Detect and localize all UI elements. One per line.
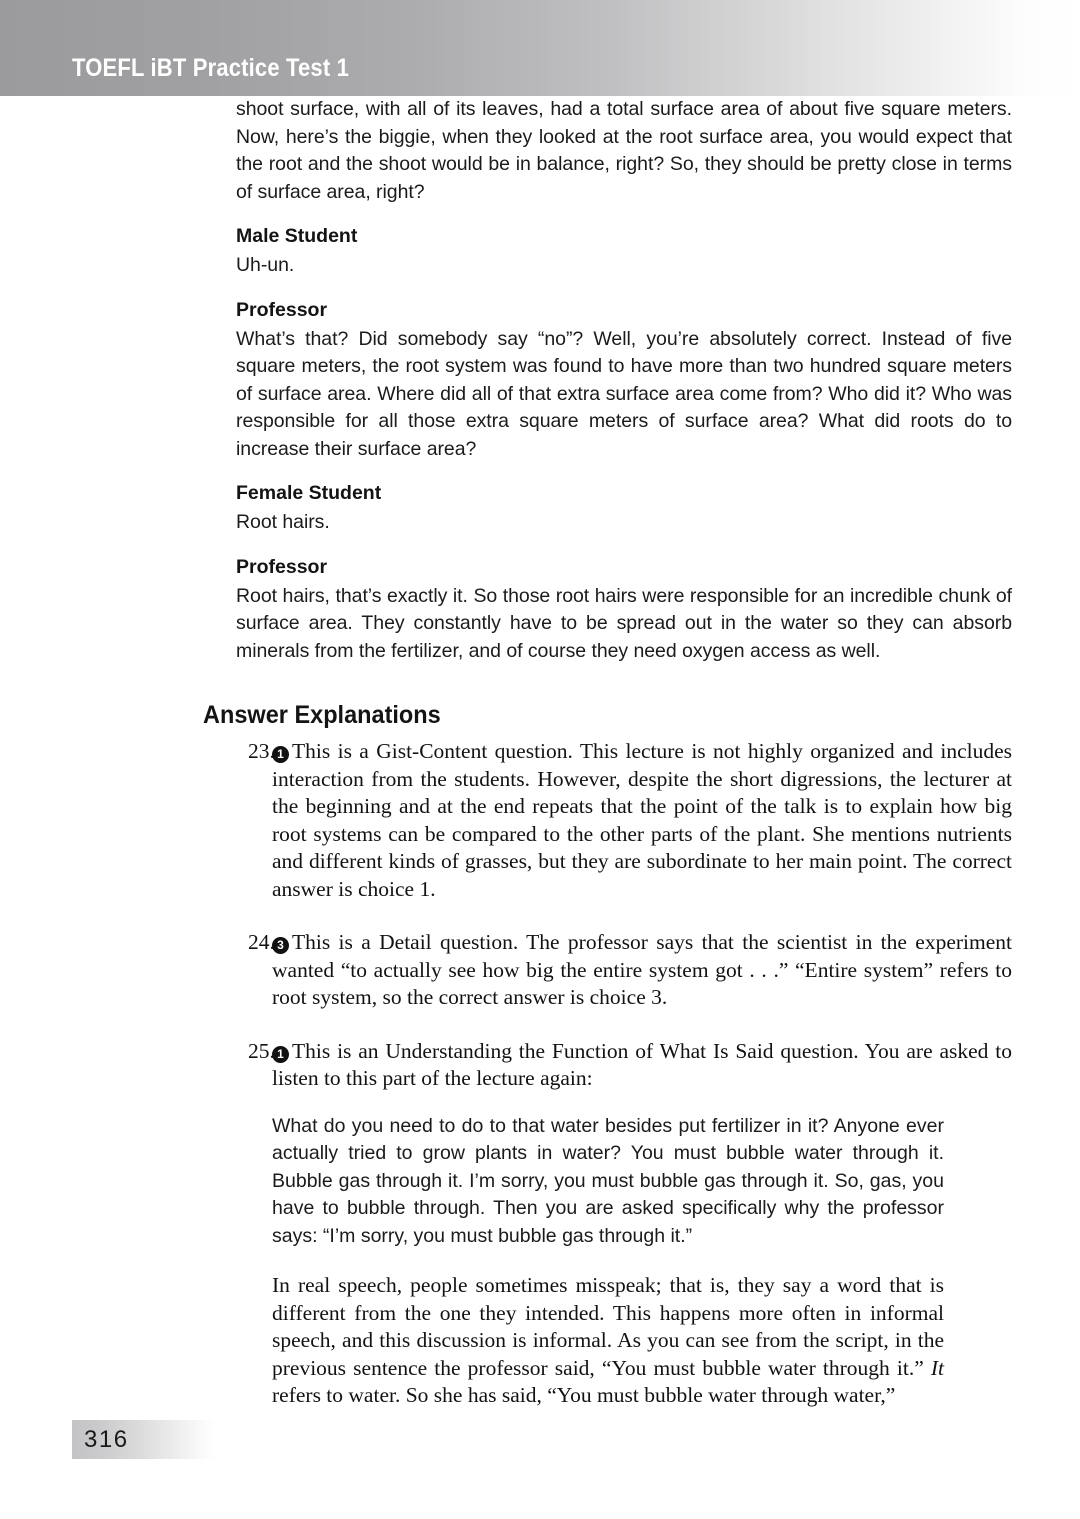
closing-paragraph-italic-word: It bbox=[930, 1355, 944, 1380]
speaker-text-male-student: Uh-un. bbox=[236, 254, 295, 276]
correct-choice-badge-icon: 3 bbox=[272, 937, 289, 954]
speaker-label-male-student: Male Student bbox=[236, 225, 358, 247]
answer-explanation-number: 25. bbox=[248, 1038, 275, 1063]
correct-choice-badge-icon: 1 bbox=[272, 1046, 289, 1063]
answer-explanations-list bbox=[0, 738, 1080, 1410]
answer-explanations-heading: Answer Explanations bbox=[203, 701, 441, 729]
speaker-text-female-student: Root hairs. bbox=[236, 511, 330, 533]
page-number-box bbox=[72, 1420, 215, 1459]
transcript-opening-paragraph: shoot surface, with all of its leaves, had a total surface area of about five square meters. Now, here’s the biggie, when they looked at the root surface area, you would expect that the root and the shoot would be in balance, right? So, they should be pretty close in terms of surface area, right? bbox=[236, 98, 1012, 203]
answer-explanation-item bbox=[0, 929, 1012, 1012]
correct-choice-badge-icon: 1 bbox=[272, 746, 289, 763]
running-header-title: TOEFL iBT Practice Test 1 bbox=[72, 54, 350, 82]
page-number: 316 bbox=[84, 1426, 129, 1453]
speaker-label-professor-1: Professor bbox=[236, 298, 328, 321]
speaker-label-female-student: Female Student bbox=[236, 482, 382, 504]
speaker-text-professor-1: What’s that? Did somebody say “no”? Well, you’re absolutely correct. Instead of five square meters, the root system was found to have more than two hundred square meters of surface area. Where did all of that extra surface area come from? Who did it? Who was responsible for all those extra square meters of surface area? What did roots do to increase their surface area? bbox=[236, 327, 1012, 460]
closing-paragraph-part-1: In real speech, people sometimes misspeak; that is, they say a word that is different from the one they intended. This happens more often in informal speech, and this discussion is informal. As you can see from the script, in the previous sentence the professor said, “You must bubble water through it.” bbox=[272, 1273, 944, 1380]
answer-explanation-text: This is an Understanding the Function of What Is Said question. You are asked to listen to this part of the lecture again: bbox=[272, 1038, 1012, 1090]
quoted-lecture-excerpt: What do you need to do to that water besides put fertilizer in it? Anyone ever actually tried to grow plants in water? You must bubble water through it. Bubble gas through it. I’m sorry, you must bubble gas through it. So, gas, you have to bubble through. Then you are asked specifically why the professor says: “I’m sorry, you must bubble gas through it.” bbox=[272, 1114, 944, 1247]
answer-explanation-item bbox=[0, 1038, 1012, 1093]
answer-explanation-number: 24. bbox=[248, 930, 275, 954]
speaker-text-professor-2: Root hairs, that’s exactly it. So those root hairs were responsible for an incredible chunk of surface area. They constantly have to be spread out in the water so they can absorb minerals from the fertilizer, and of course they need oxygen access as well. bbox=[236, 584, 1012, 662]
page-body bbox=[0, 96, 1080, 1428]
lecture-transcript bbox=[0, 96, 1080, 665]
running-header-band bbox=[0, 0, 1080, 96]
answer-explanation-item bbox=[0, 738, 1012, 903]
answer-explanation-text: This is a Gist-Content question. This lecture is not highly organized and includes interaction from the students. However, despite the short digressions, the lecturer at the beginning and at the end repeats that the point of the talk is to explain how big root systems can be compared to the other parts of the plant. She mentions nutrients and different kinds of grasses, but they are subordinate to her main point. The correct answer is choice 1. bbox=[272, 739, 1012, 901]
closing-paragraph-part-2: refers to water. So she has said, “You must bubble water through water,” bbox=[272, 1383, 896, 1407]
answer-explanation-number: 23. bbox=[248, 739, 275, 763]
speaker-label-professor-2: Professor bbox=[236, 555, 328, 578]
explanation-closing-paragraph bbox=[0, 1272, 1012, 1410]
answer-explanation-text: This is a Detail question. The professor says that the scientist in the experiment wanted “to actually see how big the entire system got . . .” “Entire system” refers to root system, so the correct answer is choice 3. bbox=[272, 930, 1012, 1009]
